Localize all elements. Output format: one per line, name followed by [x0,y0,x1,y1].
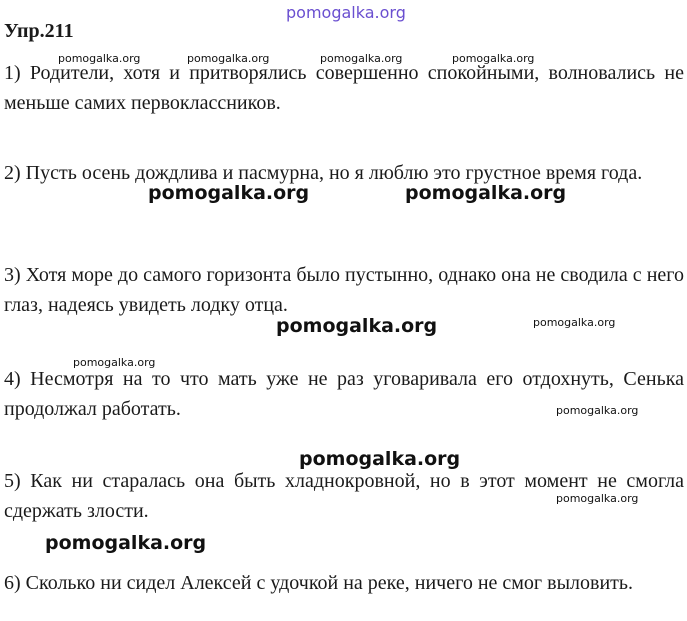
watermark-top: pomogalka.org [286,3,406,22]
watermark-small: pomogalka.org [533,316,616,329]
watermark-small: pomogalka.org [58,52,141,65]
item-3: 3) Хотя море до самого горизонта было пустынно, однако она не сводила с него глаз, надеясь увидеть лодку отца. [4,264,684,316]
item-2: 2) Пусть осень дождлива и пасмурна, но я люблю это грустное время года. [4,162,643,184]
item-4: 4) Несмотря на то что мать уже не раз уговаривала его отдохнуть, Сенька продолжал работать. [4,368,684,420]
watermark-small: pomogalka.org [556,404,639,417]
watermark-small: pomogalka.org [73,356,156,369]
item-6: 6) Сколько ни сидел Алексей с удочкой на реке, ничего не смог выловить. [4,572,634,594]
watermark-small: pomogalka.org [556,492,639,505]
watermark-small: pomogalka.org [187,52,270,65]
item-5: 5) Как ни старалась она быть хладнокровной, но в этот момент не смогла сдержать злости. [4,470,684,522]
watermark-large: pomogalka.org [148,182,310,204]
exercise-title: Упр.211 [4,20,74,42]
item-1: 1) Родители, хотя и притворялись совершенно спокойными, волновались не меньше самих первоклассников. [4,62,684,114]
watermark-large: pomogalka.org [276,315,438,337]
watermark-small: pomogalka.org [320,52,403,65]
watermark-large: pomogalka.org [45,532,207,554]
watermark-large: pomogalka.org [299,448,461,470]
watermark-large: pomogalka.org [405,182,567,204]
watermark-small: pomogalka.org [452,52,535,65]
